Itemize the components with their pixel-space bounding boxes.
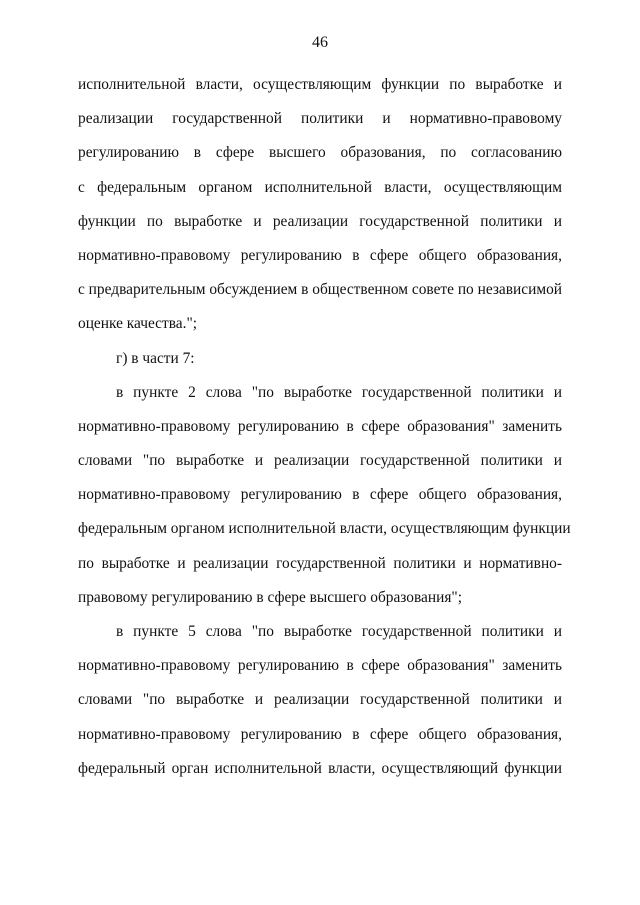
text-line: словами "по выработке и реализации государственной политики и	[78, 452, 562, 470]
text-line: в пункте 2 слова "по выработке государственной политики и	[116, 383, 562, 401]
text-line: функции по выработке и реализации государственной политики и	[78, 212, 562, 230]
text-line: исполнительной власти, осуществляющим функции по выработке и	[78, 76, 562, 93]
text-line: правовому регулированию в сфере высшего образования";	[78, 588, 462, 606]
text-line: федеральный орган исполнительной власти, осуществляющий функции	[78, 759, 562, 777]
text-line: с федеральным органом исполнительной власти, осуществляющим	[78, 178, 562, 196]
text-line: оценке качества.";	[78, 315, 198, 333]
paragraph-heading: г) в части 7:	[116, 349, 195, 367]
text-line: федеральным органом исполнительной власти, осуществляющим функции	[78, 520, 571, 538]
text-line: реализации государственной политики и нормативно-правовому	[78, 110, 562, 128]
text-line: нормативно-правовому регулированию в сфере общего образования,	[78, 246, 562, 264]
text-line: словами "по выработке и реализации государственной политики и	[78, 691, 562, 709]
text-line: по выработке и реализации государственной политики и нормативно-	[78, 554, 562, 572]
text-line: с предварительным обсуждением в общественном совете по независимой	[78, 281, 563, 299]
text-line: нормативно-правовому регулированию в сфере образования" заменить	[78, 657, 562, 675]
text-line: в пункте 5 слова "по выработке государственной политики и	[116, 623, 562, 640]
text-line: нормативно-правовому регулированию в сфере общего образования,	[78, 725, 562, 743]
text-line: регулированию в сфере высшего образования, по согласованию	[78, 144, 562, 162]
text-line: нормативно-правовому регулированию в сфере образования" заменить	[78, 417, 562, 435]
document-body	[78, 68, 571, 786]
page-number: 46	[312, 34, 328, 51]
text-line: нормативно-правовому регулированию в сфере общего образования,	[78, 486, 562, 504]
